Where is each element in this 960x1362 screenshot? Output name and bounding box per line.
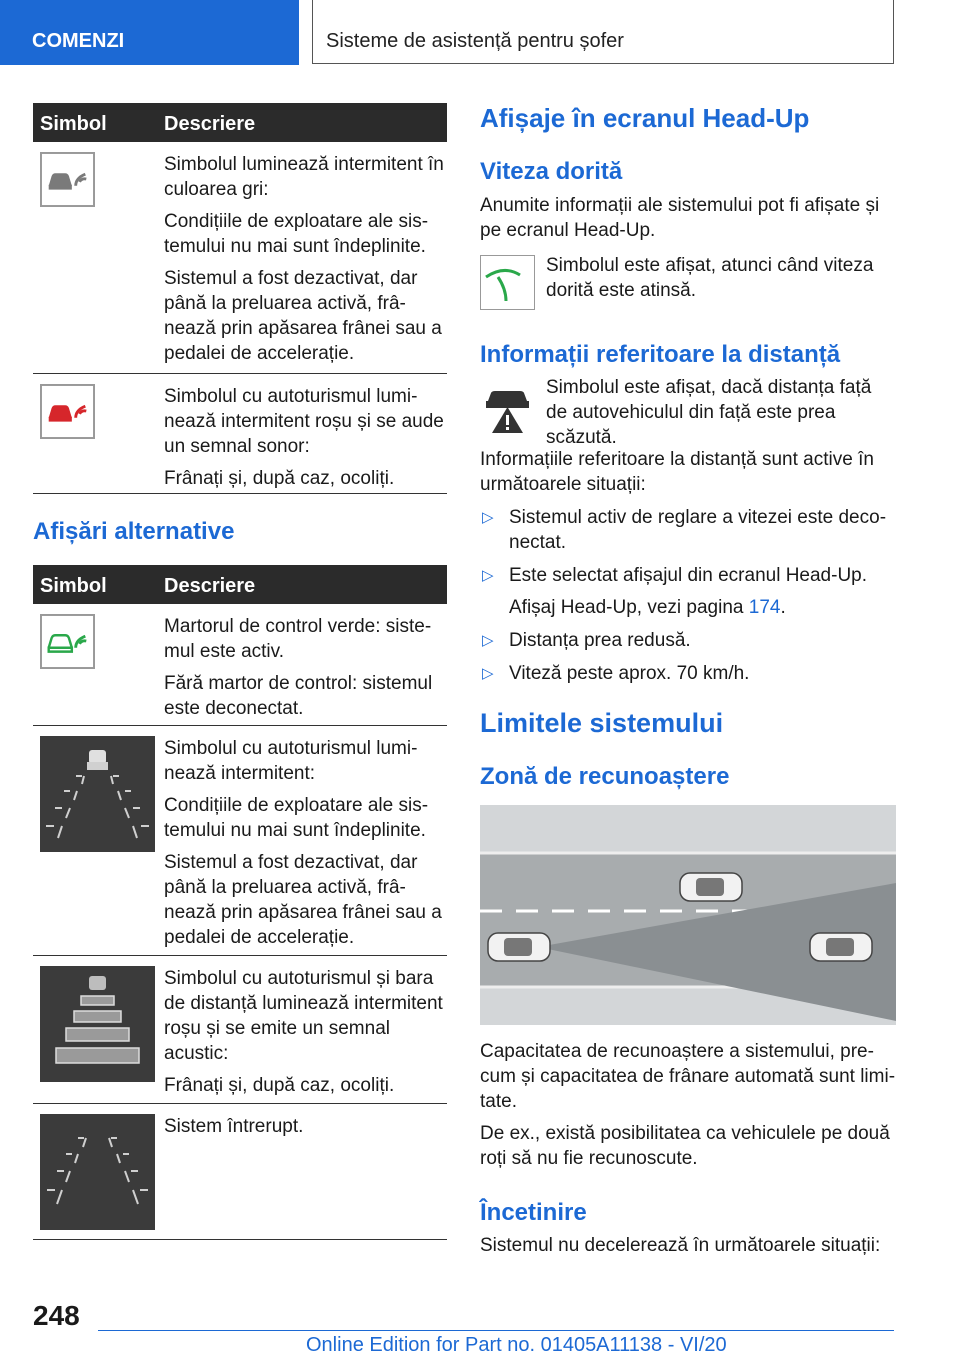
table-row xyxy=(33,726,447,956)
section-tab xyxy=(0,0,299,65)
bullet-triangle-icon: ▷ xyxy=(482,665,494,682)
table-header xyxy=(33,103,447,142)
zone-heading: Zonă de recunoaștere xyxy=(480,763,730,790)
footer-divider xyxy=(98,1330,894,1331)
row-description: Simbolul cu autoturismul luminează intermitent: Condițiile de exploatare ale sistemului nu mai sunt îndeplinite. Sistemul a fost dezactivat, dar până la preluarea activă, frânează prin apăsarea frânei sau a pedalei de accelerație. xyxy=(164,738,442,948)
hud-lane-car-bars-image xyxy=(40,966,155,1082)
chapter-title: Sisteme de asistență pentru șofer xyxy=(326,30,624,52)
col-description: Descriere xyxy=(164,575,256,597)
row-description: Simbolul cu autoturismul luminează intermitent roșu și se aude un semnal sonor: Frânați și, după caz, ocoliți. xyxy=(164,386,444,489)
table-row xyxy=(33,1104,447,1240)
speed-heading: Viteza dorită xyxy=(480,158,623,185)
car-right-icon xyxy=(810,933,872,961)
distance-heading: Informații referitoare la distanță xyxy=(480,341,841,368)
row-description: Sistem întrerupt. xyxy=(164,1116,304,1137)
chapter-header xyxy=(312,0,894,64)
page-link[interactable]: 174 xyxy=(748,597,781,618)
row-description: Simbolul cu autoturismul și bara de distanță luminează intermitent roșu și se emite un semnal acustic: Frânați și, după caz, ocoliți. xyxy=(164,968,443,1096)
speed-icon-text: Simbolul este afișat, atunci când viteza dorită este atinsă. xyxy=(546,255,874,301)
hud-heading: Afișaje în ecranul Head-Up xyxy=(480,103,810,133)
speed-symbol-block xyxy=(480,253,896,323)
table-row xyxy=(33,374,447,494)
col-description: Descriere xyxy=(164,113,256,135)
car-distance-red-icon xyxy=(40,384,95,439)
table-row xyxy=(33,956,447,1104)
footer-edition: Online Edition for Part no. 01405A11138 - VI/20 xyxy=(306,1334,727,1356)
speed-paragraph: Anumite informații ale sistemului pot fi afișate și pe ecranul Head-Up. xyxy=(480,195,880,241)
list-item: ▷ Distanța prea redusă. xyxy=(482,630,691,651)
car-distance-green-icon xyxy=(40,614,95,669)
distance-icon-text: Simbolul este afișat, dacă distanța față de autovehiculul din față este prea scăzută. xyxy=(546,377,872,448)
col-symbol: Simbol xyxy=(40,575,107,597)
col-symbol: Simbol xyxy=(40,113,107,135)
hud-lane-car-flash-image xyxy=(40,736,155,852)
hud-page-reference: Afișaj Head-Up, vezi pagina 174. xyxy=(509,597,786,618)
distance-warning-icon xyxy=(480,379,535,434)
list-item: ▷ Viteză peste aprox. 70 km/h. xyxy=(482,663,750,684)
hud-lane-empty-image xyxy=(40,1114,155,1230)
zone-paragraph-2: De ex., există posibilitatea ca vehiculele pe două roți să nu fie recunoscute. xyxy=(480,1123,890,1169)
table-header xyxy=(33,565,447,604)
slowdown-paragraph: Sistemul nu decelerează în următoarele situații: xyxy=(480,1235,881,1256)
distance-paragraph: Informațiile referitoare la distanță sunt active în următoarele situații: xyxy=(480,449,874,495)
bullet-triangle-icon: ▷ xyxy=(482,632,494,649)
page-number: 248 xyxy=(33,1300,80,1331)
zone-paragraph-1: Capacitatea de recunoaștere a sistemului, precum și capacitatea de frânare automată sunt limitate. xyxy=(480,1041,896,1112)
car-own-icon xyxy=(488,933,550,961)
left-column xyxy=(33,103,447,1240)
list-item: ▷ Este selectat afișajul din ecranul Head-Up. xyxy=(482,565,868,586)
table-row xyxy=(33,142,447,374)
slowdown-heading: Încetinire xyxy=(480,1199,587,1226)
right-column xyxy=(480,103,896,1258)
table-row xyxy=(33,604,447,726)
speed-reached-icon xyxy=(480,255,535,310)
car-ahead-icon xyxy=(680,873,742,901)
limits-heading: Limitele sistemului xyxy=(480,708,724,738)
detection-zone-image xyxy=(480,805,896,1025)
distance-symbol-block xyxy=(480,375,896,448)
row-description: Martorul de control verde: sistemul este activ. Fără martor de control: sistemul este deconectat. xyxy=(164,616,433,719)
bullet-triangle-icon: ▷ xyxy=(482,567,494,584)
alt-heading: Afișări alternative xyxy=(33,518,235,545)
section-label: COMENZI xyxy=(32,30,125,52)
car-distance-gray-icon xyxy=(40,152,95,207)
bullet-triangle-icon: ▷ xyxy=(482,509,494,526)
row-description: Simbolul luminează intermitent în culoarea gri: Condițiile de exploatare ale sistemului nu mai sunt îndeplinite. Sistemul a fost dezactivat, dar până la preluarea activă, frânează prin apăsarea frânei sau a pedalei de accelerație. xyxy=(164,154,444,364)
list-item: ▷ Sistemul activ de reglare a vitezei este deconectat. xyxy=(482,507,887,553)
